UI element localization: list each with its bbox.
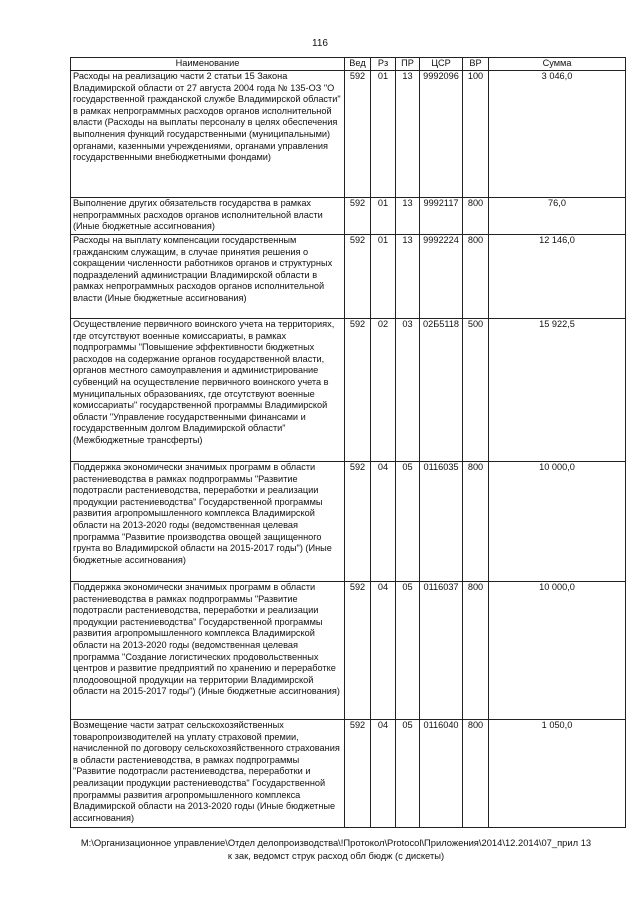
cell-csr: 9992224 — [420, 235, 463, 319]
cell-name: Выполнение других обязательств государства в рамках непрограммных расходов органов исполнительной власти (Иные бюджетные ассигнования) — [71, 198, 345, 235]
cell-csr: 02Б5118 — [420, 319, 463, 462]
cell-name: Поддержка экономически значимых программ в области растениеводства в рамках подпрограммы "Развитие подотрасли растениеводства, переработки и реализации продукции растениеводства" Государственной программы развития агропромышленного комплекса Владимирской области на 2013-2020 годы (ведомственная целевая программа "Развитие производства овощей защищенного грунта во Владимирской области на 2015-2017 годы") (Иные бюджетные ассигнования) — [71, 462, 345, 582]
cell-name: Поддержка экономически значимых программ в области растениеводства в рамках подпрограммы "Развитие подотрасли растениеводства, переработки и реализации продукции растениеводства" Государственной программы развития агропромышленного комплекса Владимирской области на 2013-2020 годы (ведомственная целевая программа "Создание логистических продовольственных центров и развитие предприятий по хранению и переработке плодоовощной продукции на территории Владимирской области на 2015-2017 годы") (Иные бюджетные ассигнования) — [71, 582, 345, 720]
cell-ved: 592 — [345, 462, 371, 582]
table-row — [71, 720, 626, 828]
cell-sum: 10 000,0 — [489, 582, 626, 720]
cell-ved: 592 — [345, 582, 371, 720]
page-number: 116 — [312, 38, 328, 49]
cell-name: Расходы на реализацию части 2 статьи 15 Закона Владимирской области от 27 августа 2004 года № 135-ОЗ "О государственной гражданской службе Владимирской области" в рамках непрограммных расходов органов исполнительной власти (Расходы на выплаты персоналу в целях обеспечения выполнения функций государственными (муниципальными) органами, казенными учреждениями, органами управления государственными внебюджетными фондами) — [71, 71, 345, 198]
cell-ved: 592 — [345, 71, 371, 198]
cell-ved: 592 — [345, 198, 371, 235]
cell-vr: 800 — [463, 462, 489, 582]
cell-rz: 01 — [371, 71, 396, 198]
cell-csr: 9992117 — [420, 198, 463, 235]
cell-ved: 592 — [345, 319, 371, 462]
cell-sum: 12 146,0 — [489, 235, 626, 319]
footer-file-title: к зак, ведомст струк расход обл бюдж (с дискеты) — [227, 850, 445, 861]
cell-sum: 3 046,0 — [489, 71, 626, 198]
cell-csr: 0116040 — [420, 720, 463, 828]
cell-vr: 100 — [463, 71, 489, 198]
cell-pr: 05 — [396, 462, 420, 582]
cell-csr: 0116037 — [420, 582, 463, 720]
cell-sum: 1 050,0 — [489, 720, 626, 828]
cell-sum: 76,0 — [489, 198, 626, 235]
cell-rz: 04 — [371, 720, 396, 828]
cell-vr: 800 — [463, 198, 489, 235]
cell-pr: 13 — [396, 71, 420, 198]
cell-rz: 04 — [371, 462, 396, 582]
cell-rz: 01 — [371, 235, 396, 319]
cell-ved: 592 — [345, 720, 371, 828]
cell-ved: 592 — [345, 235, 371, 319]
table-header-row — [71, 58, 626, 71]
cell-name: Расходы на выплату компенсации государственным гражданским служащим, в случае принятия решения о сокращении численности работников органов и структурных подразделений администрации Владимирской области в рамках непрограммных расходов органов исполнительной власти (Иные бюджетные ассигнования) — [71, 235, 345, 319]
header-pr: ПР — [396, 58, 420, 71]
cell-rz: 02 — [371, 319, 396, 462]
cell-vr: 800 — [463, 235, 489, 319]
cell-vr: 500 — [463, 319, 489, 462]
table-row — [71, 319, 626, 462]
table-row — [71, 462, 626, 582]
cell-pr: 13 — [396, 198, 420, 235]
cell-name: Осуществление первичного воинского учета на территориях, где отсутствуют военные комиссариаты, в рамках подпрограммы "Повышение эффективности бюджетных расходов на содержание органов государственной власти, органов местного самоуправления и администрирование субвенций на осуществление первичного воинского учета в муниципальных образованиях, где отсутствуют военные комиссариаты" государственной программы Владимирской области "Управление государственными финансами и государственным долгом Владимирской области" (Межбюджетные трансферты) — [71, 319, 345, 462]
header-vr: ВР — [463, 58, 489, 71]
cell-vr: 800 — [463, 582, 489, 720]
cell-pr: 05 — [396, 582, 420, 720]
cell-sum: 10 000,0 — [489, 462, 626, 582]
table-row — [71, 582, 626, 720]
cell-vr: 800 — [463, 720, 489, 828]
cell-csr: 0116035 — [420, 462, 463, 582]
header-rz: Рз — [371, 58, 396, 71]
table-row — [71, 71, 626, 198]
cell-pr: 03 — [396, 319, 420, 462]
cell-pr: 13 — [396, 235, 420, 319]
budget-table — [70, 57, 626, 828]
cell-sum: 15 922,5 — [489, 319, 626, 462]
cell-name: Возмещение части затрат сельскохозяйственных товаропроизводителей на уплату страховой премии, начисленной по договору сельскохозяйственного страхования в области растениеводства, в рамках подпрограммы "Развитие подотрасли растениеводства, переработки и реализации продукции растениеводства" Государственной программы развития агропромышленного комплекса Владимирской области на 2013-2020 годы (Иные бюджетные ассигнования) — [71, 720, 345, 828]
header-name: Наименование — [71, 58, 345, 71]
header-sum: Сумма — [489, 58, 626, 71]
header-ved: Вед — [345, 58, 371, 71]
cell-rz: 01 — [371, 198, 396, 235]
footer-file-path: M:\Организационное управление\Отдел делопроизводства\!Протокол\Protocol\Приложения\2014\12.2014\07_прил 13 — [80, 837, 592, 848]
cell-rz: 04 — [371, 582, 396, 720]
header-csr: ЦСР — [420, 58, 463, 71]
cell-pr: 05 — [396, 720, 420, 828]
cell-csr: 9992096 — [420, 71, 463, 198]
table-row — [71, 235, 626, 319]
table-row — [71, 198, 626, 235]
footer — [56, 836, 616, 862]
